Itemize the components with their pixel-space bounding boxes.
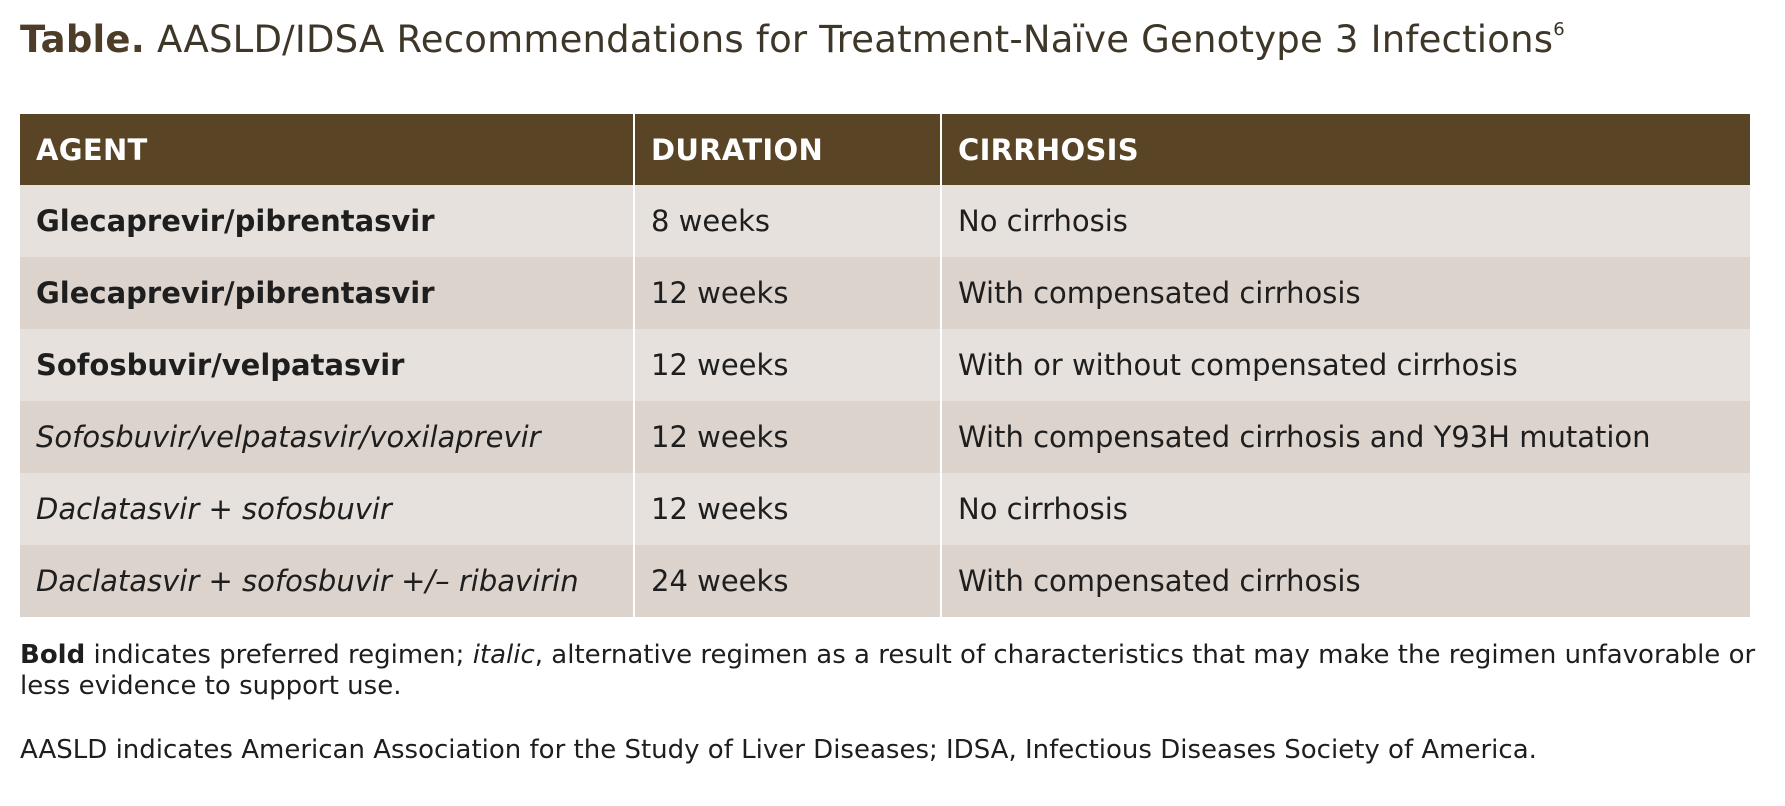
header-duration: DURATION (634, 114, 941, 185)
duration-cell: 12 weeks (634, 329, 941, 401)
title-text: AASLD/IDSA Recommendations for Treatment-Naïve Genotype 3 Infections (156, 18, 1554, 61)
title-label: Table. (20, 18, 145, 61)
table-row (20, 257, 1750, 329)
legend-italic-term: italic (472, 640, 535, 670)
abbreviations-note: AASLD indicates American Association for the Study of Liver Diseases; IDSA, Infectious Diseases Society of America. (20, 735, 1537, 765)
cirrhosis-cell: With or without compensated cirrhosis (941, 329, 1750, 401)
legend-text-1: indicates preferred regimen; (85, 640, 473, 670)
header-cirrhosis: CIRRHOSIS (941, 114, 1750, 185)
table-row (20, 473, 1750, 545)
table-row (20, 329, 1750, 401)
agent-cell: Daclatasvir + sofosbuvir (20, 473, 634, 545)
agent-cell: Sofosbuvir/velpatasvir/voxilaprevir (20, 401, 634, 473)
agent-cell: Sofosbuvir/velpatasvir (20, 329, 634, 401)
recommendations-table (20, 114, 1750, 617)
agent-cell: Daclatasvir + sofosbuvir +/– ribavirin (20, 545, 634, 617)
table-row (20, 545, 1750, 617)
legend-bold-term: Bold (20, 640, 86, 670)
duration-cell: 12 weeks (634, 473, 941, 545)
table-row (20, 401, 1750, 473)
legend-note (20, 640, 1760, 702)
table-footnotes (20, 640, 1760, 766)
agent-cell: Glecaprevir/pibrentasvir (20, 257, 634, 329)
legend-text-2: , alternative regimen as a result of characteristics that may make the regimen unfavorable or less evidence to support use. (20, 640, 1756, 701)
duration-cell: 12 weeks (634, 257, 941, 329)
cirrhosis-cell: With compensated cirrhosis (941, 257, 1750, 329)
table-row (20, 185, 1750, 257)
title-reference: 6 (1553, 18, 1565, 40)
duration-cell: 24 weeks (634, 545, 941, 617)
cirrhosis-cell: No cirrhosis (941, 473, 1750, 545)
agent-cell: Glecaprevir/pibrentasvir (20, 185, 634, 257)
duration-cell: 12 weeks (634, 401, 941, 473)
cirrhosis-cell: No cirrhosis (941, 185, 1750, 257)
header-agent: AGENT (20, 114, 634, 185)
duration-cell: 8 weeks (634, 185, 941, 257)
cirrhosis-cell: With compensated cirrhosis and Y93H mutation (941, 401, 1750, 473)
table-title (20, 18, 1565, 62)
table-header-row (20, 114, 1750, 185)
cirrhosis-cell: With compensated cirrhosis (941, 545, 1750, 617)
